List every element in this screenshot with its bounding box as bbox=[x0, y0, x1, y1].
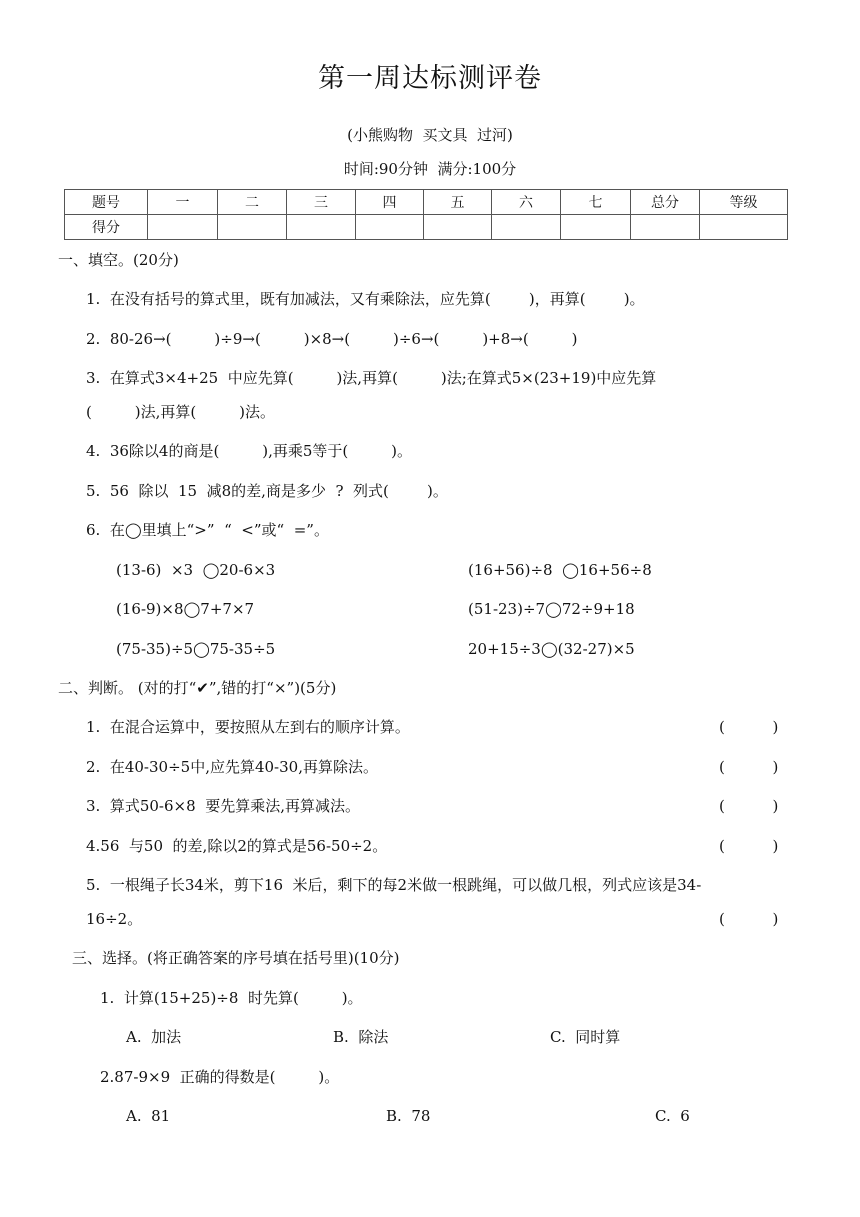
score-cell[interactable] bbox=[287, 215, 356, 240]
score-cell[interactable] bbox=[700, 215, 788, 240]
subtitle: (小熊购物 买文具 过河) bbox=[347, 126, 513, 144]
judge-item-4: 4.56 与50 的差,除以2的算式是56-50÷2。 bbox=[86, 837, 388, 855]
compare-item[interactable]: 20+15÷3◯(32-27)×5 bbox=[468, 640, 635, 658]
section2-heading: 二、判断。 (对的打“✔”,错的打“×”)(5分) bbox=[58, 679, 337, 697]
choice-question-2: 2.87-9×9 正确的得数是( )。 bbox=[100, 1068, 340, 1086]
column-header: 二 bbox=[218, 190, 287, 215]
score-cell[interactable] bbox=[424, 215, 492, 240]
choice-option[interactable]: C. 同时算 bbox=[550, 1028, 621, 1046]
fill-question-6: 6. 在◯里填上“>” “ <”或“ =”。 bbox=[86, 521, 329, 539]
page-title: 第一周达标测评卷 bbox=[318, 63, 542, 94]
score-table bbox=[64, 189, 788, 240]
score-table-score-row bbox=[65, 215, 788, 240]
choice-question-1: 1. 计算(15+25)÷8 时先算( )。 bbox=[100, 989, 363, 1007]
judge-item-3: 3. 算式50-6×8 要先算乘法,再算减法。 bbox=[86, 797, 360, 815]
column-header: 五 bbox=[424, 190, 492, 215]
score-cell[interactable] bbox=[492, 215, 561, 240]
column-header: 三 bbox=[287, 190, 356, 215]
score-table-header-row bbox=[65, 190, 788, 215]
fill-question-5: 5. 56 除以 15 减8的差,商是多少 ? 列式( )。 bbox=[86, 482, 448, 500]
column-header: 六 bbox=[492, 190, 561, 215]
compare-item[interactable]: (13-6) ×3 ◯20-6×3 bbox=[116, 561, 276, 579]
score-cell[interactable] bbox=[561, 215, 631, 240]
choice-option[interactable]: B. 78 bbox=[386, 1107, 431, 1125]
score-cell[interactable] bbox=[218, 215, 287, 240]
compare-item[interactable]: (16-9)×8◯7+7×7 bbox=[116, 600, 255, 618]
choice-option[interactable]: B. 除法 bbox=[333, 1028, 389, 1046]
compare-item[interactable]: (16+56)÷8 ◯16+56÷8 bbox=[468, 561, 652, 579]
fill-question-4: 4. 36除以4的商是( ),再乘5等于( )。 bbox=[86, 442, 413, 460]
score-cell[interactable] bbox=[631, 215, 700, 240]
judge-item-5-line2: 16÷2。 bbox=[86, 910, 143, 928]
time-info: 时间:90分钟 满分:100分 bbox=[343, 160, 517, 178]
fill-question-1: 1. 在没有括号的算式里，既有加减法，又有乘除法，应先算( )，再算( )。 bbox=[86, 290, 645, 308]
answer-blank[interactable]: ( ) bbox=[719, 797, 779, 815]
compare-item[interactable]: (75-35)÷5◯75-35÷5 bbox=[116, 640, 276, 658]
column-header: 一 bbox=[148, 190, 218, 215]
section1-heading: 一、填空。(20分) bbox=[58, 251, 179, 269]
score-cell[interactable] bbox=[356, 215, 424, 240]
choice-option[interactable]: A. 加法 bbox=[126, 1028, 182, 1046]
column-header: 四 bbox=[356, 190, 424, 215]
header-label: 题号 bbox=[65, 190, 148, 215]
column-header: 七 bbox=[561, 190, 631, 215]
judge-item-1: 1. 在混合运算中，要按照从左到右的顺序计算。 bbox=[86, 718, 410, 736]
judge-item-5: 5. 一根绳子长34米，剪下16 米后，剩下的每2米做一根跳绳，可以做几根，列式应该是34- bbox=[86, 876, 702, 894]
compare-item[interactable]: (51-23)÷7◯72÷9+18 bbox=[468, 600, 635, 618]
fill-question-2: 2. 80-26→( )÷9→( )×8→( )÷6→( )+8→( ) bbox=[86, 330, 578, 348]
fill-question-3-line2: ( )法,再算( )法。 bbox=[86, 403, 276, 421]
row-label: 得分 bbox=[65, 215, 148, 240]
column-header: 等级 bbox=[700, 190, 788, 215]
judge-item-2: 2. 在40-30÷5中,应先算40-30,再算除法。 bbox=[86, 758, 378, 776]
choice-option[interactable]: A. 81 bbox=[126, 1107, 171, 1125]
section3-heading: 三、选择。(将正确答案的序号填在括号里)(10分) bbox=[72, 949, 400, 967]
answer-blank[interactable]: ( ) bbox=[719, 837, 779, 855]
score-cell[interactable] bbox=[148, 215, 218, 240]
answer-blank[interactable]: ( ) bbox=[719, 910, 779, 928]
fill-question-3-line1: 3. 在算式3×4+25 中应先算( )法,再算( )法;在算式5×(23+19)中应先算 bbox=[86, 369, 657, 387]
answer-blank[interactable]: ( ) bbox=[719, 758, 779, 776]
answer-blank[interactable]: ( ) bbox=[719, 718, 779, 736]
choice-option[interactable]: C. 6 bbox=[655, 1107, 690, 1125]
column-header: 总分 bbox=[631, 190, 700, 215]
